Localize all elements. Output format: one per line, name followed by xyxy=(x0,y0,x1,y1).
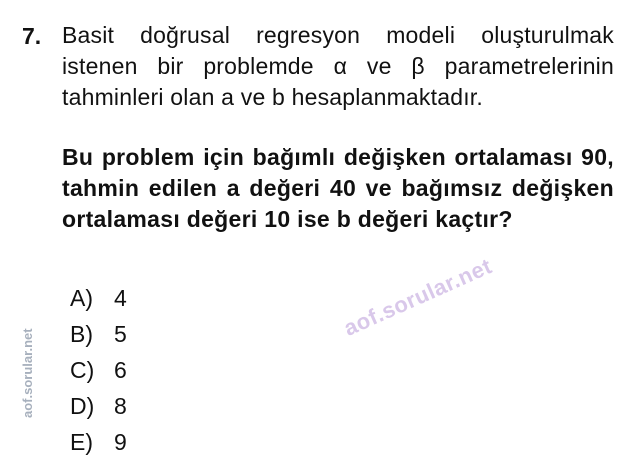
option-letter: E) xyxy=(70,429,93,455)
option-c[interactable] xyxy=(70,352,127,388)
watermark: aof.sorular.net xyxy=(340,253,496,341)
option-value: 9 xyxy=(114,429,127,455)
option-letter: D) xyxy=(70,393,95,419)
option-d[interactable] xyxy=(70,388,127,424)
answer-options xyxy=(70,280,127,460)
question-prompt: Bu problem için bağımlı değişken ortalaması 90, tahmin edilen a değeri 40 ve bağımsız değişken ortalaması değeri 10 ise b değeri kaçtır? xyxy=(62,144,614,232)
option-b[interactable] xyxy=(70,316,127,352)
option-value: 5 xyxy=(114,321,127,347)
option-a[interactable] xyxy=(70,280,127,316)
question-number: 7. xyxy=(22,23,42,49)
question-stem: Basit doğrusal regresyon modeli oluşturulmak istenen bir problemde α ve β parametrelerinin tahminleri olan a ve b hesaplanmaktadır. xyxy=(62,22,614,110)
option-letter: A) xyxy=(70,285,93,311)
option-e[interactable] xyxy=(70,424,127,460)
side-watermark: aof.sorular.net xyxy=(20,328,35,418)
option-value: 4 xyxy=(114,285,127,311)
option-value: 6 xyxy=(114,357,127,383)
option-value: 8 xyxy=(114,393,127,419)
option-letter: B) xyxy=(70,321,93,347)
option-letter: C) xyxy=(70,357,95,383)
